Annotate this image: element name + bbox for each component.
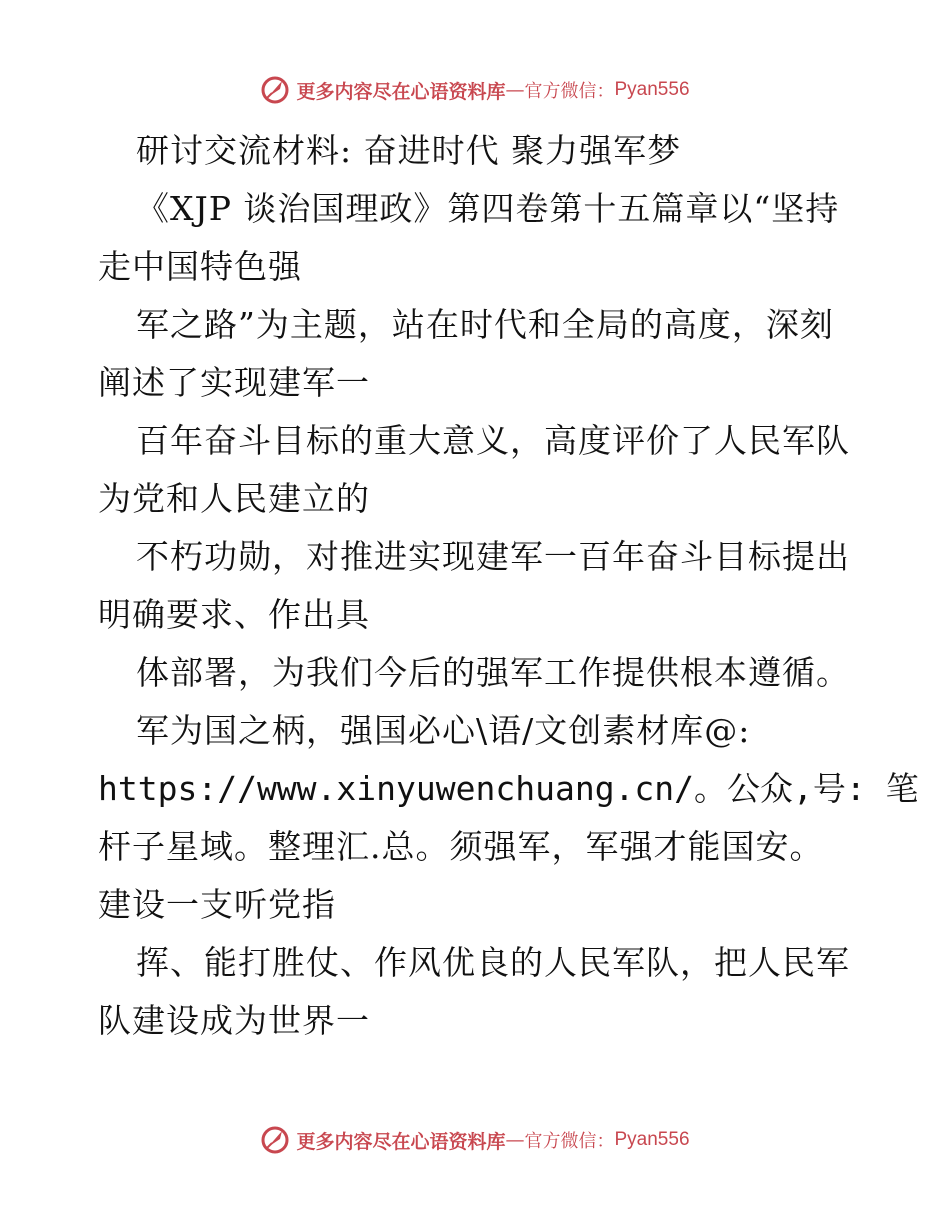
watermark-wechat-label: 官方微信： [524, 81, 615, 102]
document-body [98, 122, 919, 1050]
watermark-main-text: 更多内容尽在心语资料库 [296, 80, 506, 103]
watermark-main-text: 更多内容尽在心语资料库 [296, 1130, 506, 1153]
doc-line: 明确要求、作出具 [98, 595, 370, 634]
doc-line: 阐述了实现建军一 [98, 363, 370, 402]
doc-line: 军之路”为主题，站在时代和全局的高度，深刻 [136, 305, 834, 344]
doc-line: 体部署，为我们今后的强军工作提供根本遵循。 [136, 653, 850, 692]
watermark-dash: — [505, 1129, 525, 1151]
header-watermark [0, 70, 950, 110]
doc-line: 建设一支听党指 [98, 885, 336, 924]
doc-line: 为党和人民建立的 [98, 479, 370, 518]
doc-line: 挥、能打胜仗、作风优良的人民军队，把人民军 [136, 943, 850, 982]
footer-watermark [0, 1120, 950, 1160]
quill-logo-icon [260, 75, 290, 105]
doc-line: 百年奋斗目标的重大意义，高度评价了人民军队 [136, 421, 850, 460]
doc-line: 杆子星域。整理汇.总。须强军，军强才能国安。 [98, 827, 824, 866]
watermark-wechat-id: Pyan556 [614, 79, 690, 100]
doc-line: 不朽功勋，对推进实现建军一百年奋斗目标提出 [136, 537, 850, 576]
doc-line: 军为国之柄，强国必心\语/文创素材库@: [136, 711, 751, 750]
doc-line: 《XJP 谈治国理政》第四卷第十五篇章以“坚持 [136, 189, 840, 228]
doc-url-line: https://www.xinyuwenchuang.cn/。公众,号: 笔 [98, 769, 919, 808]
watermark-wechat-id: Pyan556 [614, 1129, 690, 1150]
doc-line: 队建设成为世界一 [98, 1001, 370, 1040]
doc-title-line: 研讨交流材料: 奋进时代 聚力强军梦 [136, 131, 682, 170]
doc-line: 走中国特色强 [98, 247, 302, 286]
watermark-wechat-label: 官方微信： [524, 1131, 615, 1152]
watermark-dash: — [505, 79, 525, 101]
quill-logo-icon [260, 1125, 290, 1155]
